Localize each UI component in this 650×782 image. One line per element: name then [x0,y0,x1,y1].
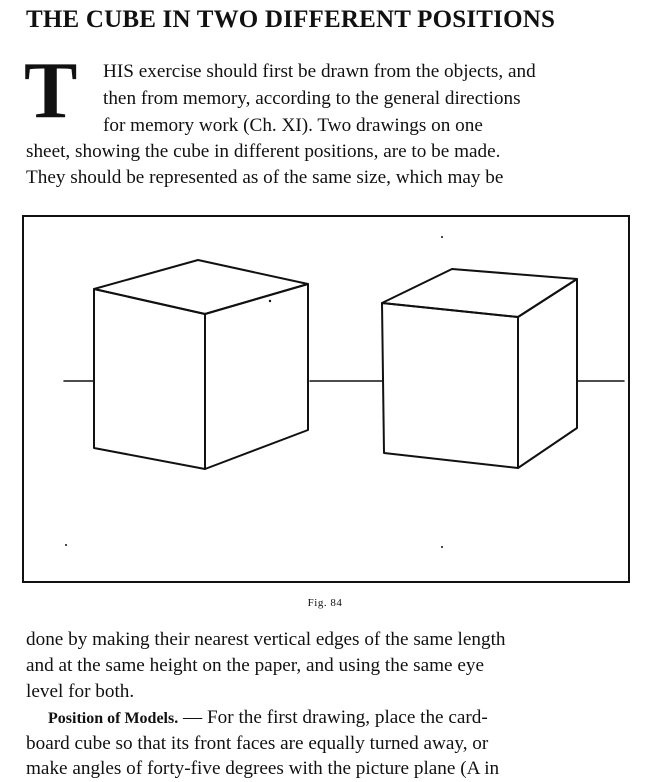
section-line-2: board cube so that its front faces are equally turned away, or [26,733,489,754]
page-title: THE CUBE IN TWO DIFFERENT POSITIONS [26,6,556,33]
figure-84-frame [22,215,630,583]
stray-dot [441,546,443,548]
stray-dot [441,236,443,238]
figure-caption: Fig. 84 [307,597,343,609]
body-line-1: done by making their nearest vertical edges of the same length [26,629,506,650]
intro-line-5: They should be represented as of the same size, which may be [26,167,504,188]
stray-dot [65,544,67,546]
intro-line-3: for memory work (Ch. XI). Two drawings on one [103,115,483,136]
cube-left [94,260,308,469]
stray-dot [269,300,271,302]
section-first-line [48,706,488,731]
intro-line-1: HIS exercise should first be drawn from the objects, and [103,61,536,82]
section-heading: Position of Models. [48,710,179,727]
section-line-3: make angles of forty-five degrees with the picture plane (A in [26,758,500,779]
intro-line-2: then from memory, according to the general directions [103,88,521,109]
body-line-3: level for both. [26,681,135,702]
intro-line-4: sheet, showing the cube in different positions, are to be made. [26,141,501,162]
cube-illustration [24,217,628,581]
drop-cap: T [24,47,78,135]
section-dash: — [178,707,207,728]
cube-right [382,269,577,468]
body-line-2: and at the same height on the paper, and using the same eye [26,655,484,676]
section-first-line-text: For the first drawing, place the card- [207,707,488,728]
